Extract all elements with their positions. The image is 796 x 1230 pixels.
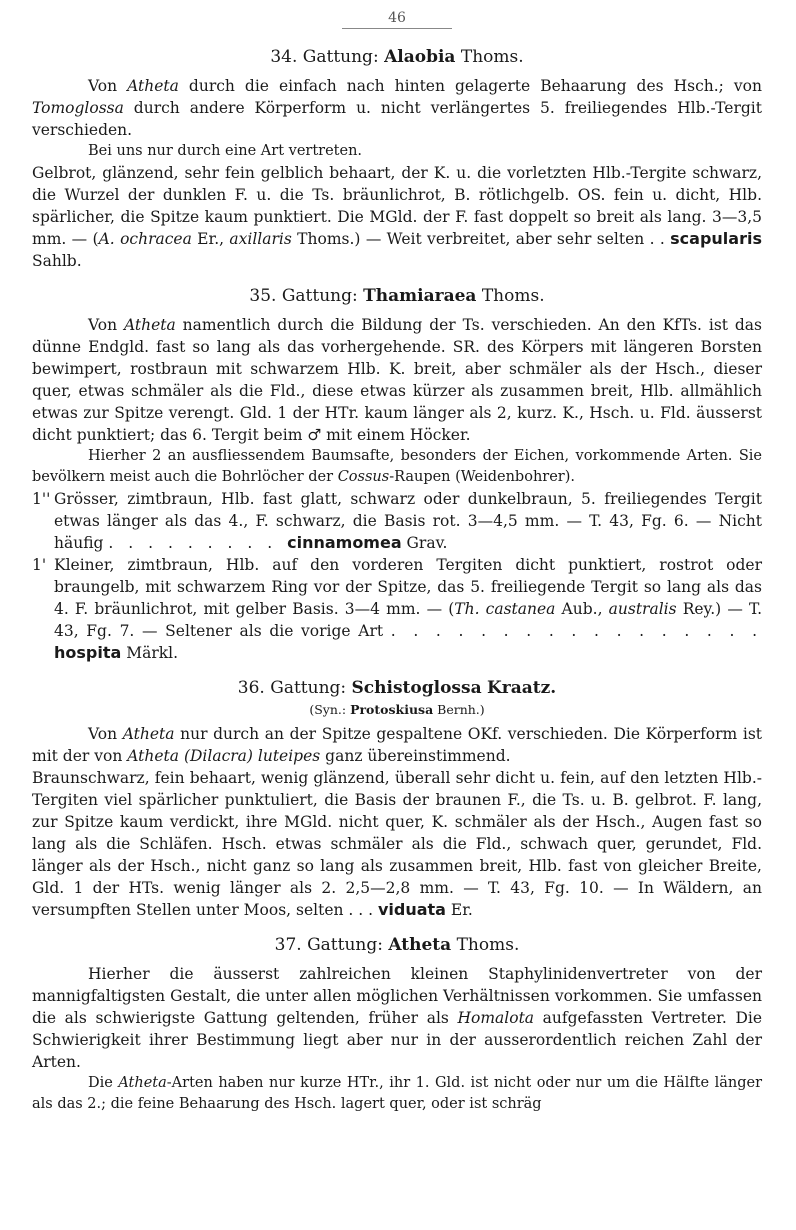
male-symbol: ♂ xyxy=(307,426,322,444)
section-heading: 36. Gattung: Schistoglossa Kraatz. xyxy=(237,678,557,698)
paragraph: Hierher die äusserst zahlreichen kleinen Staphylinidenvertreter von der mannigfaltigsten Gestalt, die unter allen möglichen Verhältnissen vorkommen. Sie umfassen die als schwierigste Gattung geltenden, früher als Homalota aufgefassten Vertreter. Die Schwierigkeit ihrer Bestimmung liegt aber nur in der ausserordentlich reichen Zahl der Arten. xyxy=(32,965,763,1071)
genus-name: Atheta xyxy=(388,935,452,955)
section-atheta xyxy=(32,933,762,1115)
paragraph: Hierher 2 an ausfliessendem Baumsafte, besonders der Eichen, vorkommende Arten. Sie bevölkern meist auch die Bohrlöcher der Cossus-Raupen (Weidenbohrer). xyxy=(32,448,762,485)
key-entry: 1' Kleiner, zimtbraun, Hlb. auf den vorderen Tergiten dicht punktiert, rostrot oder braungelb, mit schwarzem Ring vor der Spitze, das 5. freiliegende Tergit so lang als das 4. F. bräunlichrot, mit gelber Basis. 3—4 mm. — (Th. castanea Aub., australis Rey.) — T. 43, Fg. 7. — Seltener als die vorige Art . . . . . . . . . . . . . . . . . hospita Märkl. xyxy=(32,556,763,662)
species-name: scapularis xyxy=(670,229,762,248)
section-thamiaraea xyxy=(32,284,762,664)
section-schistoglossa xyxy=(32,676,762,921)
paragraph: Die Atheta-Arten haben nur kurze HTr., ihr 1. Gld. ist nicht oder nur um die Hälfte länger als das 2.; die feine Behaarung des Hsch. lagert quer, oder ist schräg xyxy=(32,1075,762,1112)
genus-name: Alaobia xyxy=(384,47,456,67)
species-name: cinnamomea xyxy=(287,533,402,552)
header-rule xyxy=(342,28,452,29)
section-alaobia xyxy=(32,45,762,272)
synonym-note: (Syn.: Protoskiusa Bernh.) xyxy=(309,702,485,717)
paragraph: Bei uns nur durch eine Art vertreten. xyxy=(88,143,363,159)
species-name: viduata xyxy=(377,900,446,919)
key-number: 1'' xyxy=(32,490,51,508)
species-description: Gelbrot, glänzend, sehr fein gelblich behaart, der K. u. die vorletzten Hlb.-Tergite schwarz, die Wurzel der dunklen F. u. die Ts. bräunlichrot, B. rötlichgelb. OS. fein u. dicht, Hlb. spärlicher, die Spitze kaum punktiert. Die MGld. der F. fast doppelt so breit als lang. 3—3,5 mm. — (A. ochracea Er., axillaris Thoms.) — Weit verbreitet, aber sehr selten . . scapularis Sahlb. xyxy=(32,164,762,270)
paragraph: Von Atheta durch die einfach nach hinten gelagerte Behaarung des Hsch.; von Tomoglossa durch andere Körperform u. nicht verlängertes 5. freiliegendes Hlb.-Tergit verschieden. xyxy=(32,77,762,139)
paragraph: Von Atheta nur durch an der Spitze gespaltene OKf. verschieden. Die Körperform ist mit der von Atheta (Dilacra) luteipes ganz übereinstimmend. xyxy=(32,725,763,765)
key-number: 1' xyxy=(32,556,47,574)
section-heading: 34. Gattung: Alaobia Thoms. xyxy=(270,47,524,67)
species-description: Braunschwarz, fein behaart, wenig glänzend, überall sehr dicht u. fein, auf den letzten Hlb.-Tergiten viel spärlicher punktuliert, die Basis der braunen F., die Ts. u. B. gelbrot. F. lang, zur Spitze kaum verdickt, ihre MGld. nicht quer, K. schmäler als der Hsch., Augen fast so lang als die Schläfen. Hsch. etwas schmäler als die Fld., schwach quer, gerundet, Fld. länger als der Hsch., nicht ganz so lang als zusammen breit, Hlb. fast von gleicher Breite, Gld. 1 der HTs. wenig länger als 2. 2,5—2,8 mm. — T. 43, Fg. 10. — In Wäldern, an versumpften Stellen unter Moos, selten . . . viduata Er. xyxy=(32,769,762,919)
page-number: 46 xyxy=(388,10,406,26)
genus-name: Thamiaraea xyxy=(363,286,477,306)
section-heading: 35. Gattung: Thamiaraea Thoms. xyxy=(249,286,545,306)
section-heading: 37. Gattung: Atheta Thoms. xyxy=(274,935,520,955)
key-entry: 1'' Grösser, zimtbraun, Hlb. fast glatt, schwarz oder dunkelbraun, 5. freiliegendes Tergit etwas länger als das 4., F. schwarz, die Basis rot. 3—4,5 mm. — T. 43, Fg. 6. — Nicht häufig . . . . . . . . . cinnamomea Grav. xyxy=(32,490,762,552)
paragraph: Von Atheta namentlich durch die Bildung der Ts. verschieden. An den KfTs. ist das dünne Endgld. fast so lang als das vorhergehende. SR. des Körpers mit längeren Borsten bewimpert, rostbraun mit schwarzem Hlb. K. breit, aber schmäler als der Hsch., dieser quer, etwas schmäler als die Fld., diese etwas kürzer als zusammen breit, Hlb. allmählich etwas zur Spitze verengt. Gld. 1 der HTr. kaum länger als 2, kurz. K., Hsch. u. Fld. äusserst dicht punktiert; das 6. Tergit beim ♂ mit einem Höcker. xyxy=(32,316,763,444)
species-name: hospita xyxy=(54,643,122,662)
genus-name: Schistoglossa xyxy=(351,678,482,698)
